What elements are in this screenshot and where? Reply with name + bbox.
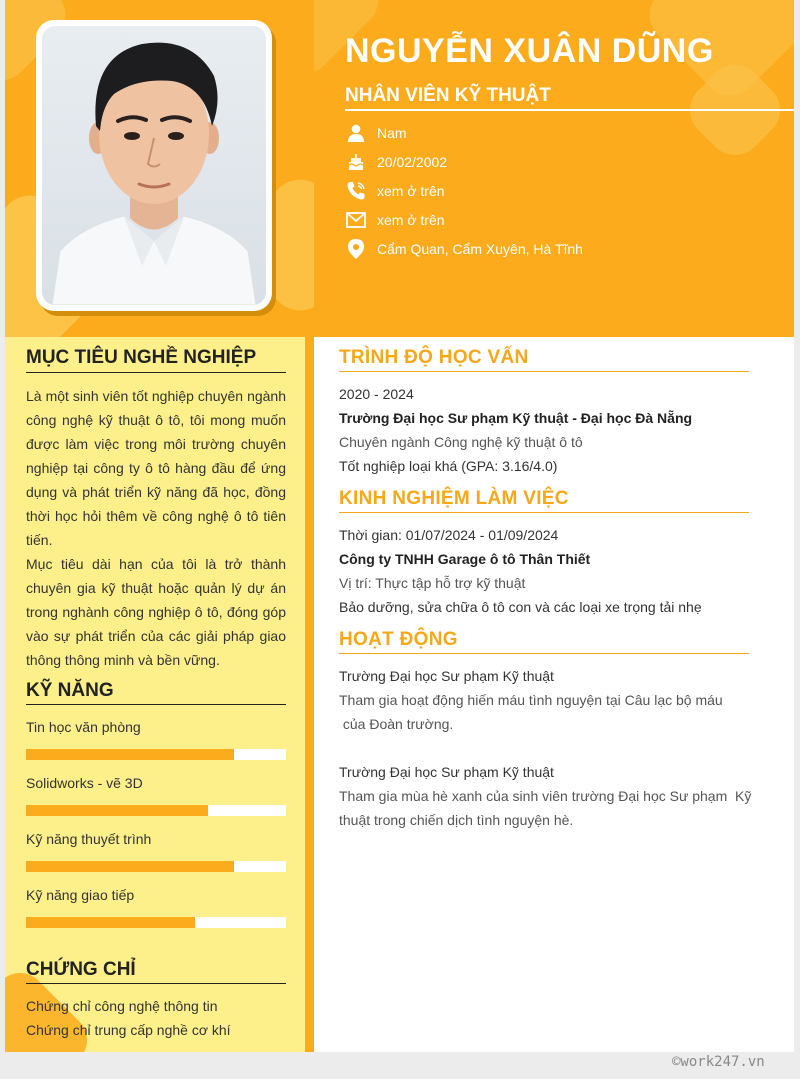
objective-text (26, 384, 286, 672)
skills-divider (26, 704, 286, 705)
education-period: 2020 - 2024 (339, 386, 414, 402)
job-title: NHÂN VIÊN KỸ THUẬT (345, 85, 551, 106)
objective-divider (26, 372, 286, 373)
title-divider (345, 109, 794, 111)
info-gender (345, 121, 407, 145)
education-school: Trường Đại học Sư phạm Kỹ thuật - Đại học Đà Nẵng (339, 410, 693, 426)
candidate-name: NGUYỄN XUÂN DŨNG (345, 32, 714, 70)
skill-label: Kỹ năng giao tiếp (26, 887, 135, 903)
gender-text: Nam (377, 125, 407, 141)
education-result: Tốt nghiệp loại khá (GPA: 3.16/4.0) (339, 458, 558, 474)
watermark: ©work247.vn (672, 1054, 765, 1070)
activities-heading: HOẠT ĐỘNG (339, 629, 458, 650)
activity-description: của Đoàn trường. (339, 716, 454, 732)
birthday-cake-icon (345, 151, 367, 173)
info-phone (345, 179, 445, 203)
certificate-item: Chứng chỉ công nghệ thông tin (26, 998, 218, 1014)
education-divider (339, 371, 749, 372)
activities-divider (339, 653, 749, 654)
objective-paragraph: Là một sinh viên tốt nghiệp chuyên ngành công nghệ kỹ thuật ô tô, tôi mong muốn được làm việc trong môi trường chuyên nghiệp tại công ty ô tô hàng đầu để ứng dụng và phát triển kỹ năng đã học, đồng thời học hỏi thêm về công nghệ ô tô tiên tiến. (26, 388, 286, 548)
skill-bar-fill (26, 749, 234, 760)
email-text: xem ở trên (377, 212, 445, 228)
experience-period: Thời gian: 01/07/2024 - 01/09/2024 (339, 527, 559, 543)
experience-heading: KINH NGHIỆM LÀM VIỆC (339, 488, 569, 509)
activity-description: Tham gia hoạt động hiến máu tình nguyện tại Câu lạc bộ máu (339, 692, 723, 708)
profile-photo-frame (36, 20, 272, 311)
birthdate-text: 20/02/2002 (377, 154, 448, 170)
skill-bar (26, 749, 286, 760)
experience-position: Vị trí: Thực tập hỗ trợ kỹ thuật (339, 575, 526, 591)
experience-description: Bảo dưỡng, sửa chữa ô tô con và các loại xe trọng tải nhẹ (339, 599, 702, 615)
certificate-item: Chứng chỉ trung cấp nghề cơ khí (26, 1022, 231, 1038)
person-icon (345, 122, 367, 144)
skill-bar-fill (26, 861, 234, 872)
objective-paragraph: Mục tiêu dài hạn của tôi là trở thành chuyên gia kỹ thuật hoặc quản lý dự án trong nghành công nghiệp ô tô, đóng góp vào sự phát triển của các giải pháp giao thông thông minh và bền vững. (26, 556, 286, 668)
envelope-icon (345, 209, 367, 231)
skill-label: Tin học văn phòng (26, 719, 141, 735)
person-portrait-icon (42, 26, 266, 305)
info-address (345, 237, 583, 261)
profile-photo (42, 26, 266, 305)
skills-heading: KỸ NĂNG (26, 680, 114, 701)
education-major: Chuyên ngành Công nghệ kỹ thuật ô tô (339, 434, 583, 450)
info-birthdate (345, 150, 447, 174)
activity-org: Trường Đại học Sư phạm Kỹ thuật (339, 668, 554, 684)
location-pin-icon (345, 238, 367, 260)
address-text: Cẩm Quan, Cẩm Xuyên, Hà Tĩnh (377, 241, 583, 257)
activity-description: thuật trong chiến dịch tình nguyện hè. (339, 812, 574, 828)
experience-company: Công ty TNHH Garage ô tô Thân Thiết (339, 551, 591, 567)
phone-text: xem ở trên (377, 183, 445, 199)
skill-bar (26, 861, 286, 872)
skill-label: Solidworks - vẽ 3D (26, 775, 143, 791)
skill-bar (26, 805, 286, 816)
info-email (345, 208, 445, 232)
education-heading: TRÌNH ĐỘ HỌC VẤN (339, 347, 529, 368)
skill-bar (26, 917, 286, 928)
activity-description: Tham gia mùa hè xanh của sinh viên trường Đại học Sư phạm Kỹ (339, 788, 752, 804)
skill-bar-fill (26, 805, 208, 816)
experience-divider (339, 512, 749, 513)
skill-label: Kỹ năng thuyết trình (26, 831, 152, 847)
phone-icon (345, 180, 367, 202)
certificates-divider (26, 983, 286, 984)
skill-bar-fill (26, 917, 195, 928)
certificates-heading: CHỨNG CHỈ (26, 959, 136, 980)
activity-org: Trường Đại học Sư phạm Kỹ thuật (339, 764, 554, 780)
objective-heading: MỤC TIÊU NGHỀ NGHIỆP (26, 347, 257, 368)
cv-page (5, 0, 794, 1052)
left-column-edge (305, 337, 314, 1052)
